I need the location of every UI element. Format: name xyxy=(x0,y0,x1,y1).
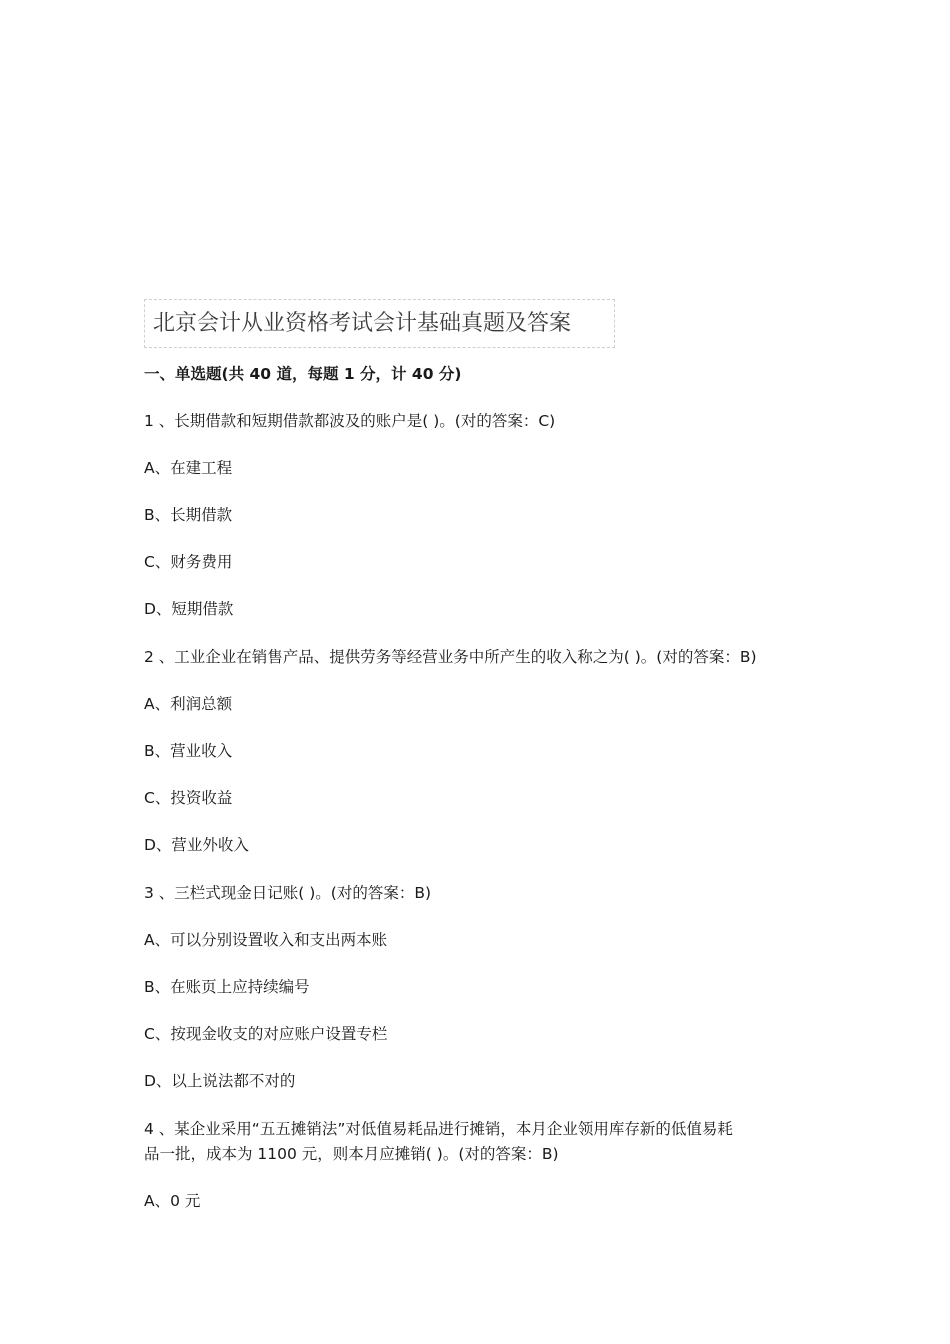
question-3-option-d: D、以上说法都不对的 xyxy=(144,1072,296,1090)
question-2-stem: 2 、工业企业在销售产品、提供劳务等经营业务中所产生的收入称之为( )。(对的答案：B) xyxy=(144,648,757,666)
question-1-option-c: C、财务费用 xyxy=(144,553,233,571)
page-title: 北京会计从业资格考试会计基础真题及答案 xyxy=(153,311,572,336)
question-3-option-c: C、按现金收支的对应账户设置专栏 xyxy=(144,1025,388,1043)
section-heading: 一、单选题(共 40 道，每题 1 分，计 40 分) xyxy=(144,365,462,383)
question-3-stem: 3 、三栏式现金日记账( )。(对的答案：B) xyxy=(144,884,432,902)
question-2-option-b: B、营业收入 xyxy=(144,742,233,760)
question-2-option-d: D、营业外收入 xyxy=(144,836,249,854)
title-box xyxy=(144,299,615,348)
question-1-stem: 1 、长期借款和短期借款都波及的账户是( )。(对的答案：C) xyxy=(144,412,556,430)
question-4-stem-line-2: 品一批，成本为 1100 元，则本月应摊销( )。(对的答案：B) xyxy=(144,1145,559,1163)
question-2-option-a: A、利润总额 xyxy=(144,695,233,713)
question-3-option-a: A、可以分别设置收入和支出两本账 xyxy=(144,931,388,949)
question-1-option-b: B、长期借款 xyxy=(144,506,233,524)
question-3-option-b: B、在账页上应持续编号 xyxy=(144,978,310,996)
question-2-option-c: C、投资收益 xyxy=(144,789,233,807)
question-1-option-a: A、在建工程 xyxy=(144,459,233,477)
question-1-option-d: D、短期借款 xyxy=(144,600,234,618)
question-4-stem-line-1: 4 、某企业采用“五五摊销法”对低值易耗品进行摊销，本月企业领用库存新的低值易耗 xyxy=(144,1120,733,1138)
question-4-option-a: A、0 元 xyxy=(144,1192,201,1210)
